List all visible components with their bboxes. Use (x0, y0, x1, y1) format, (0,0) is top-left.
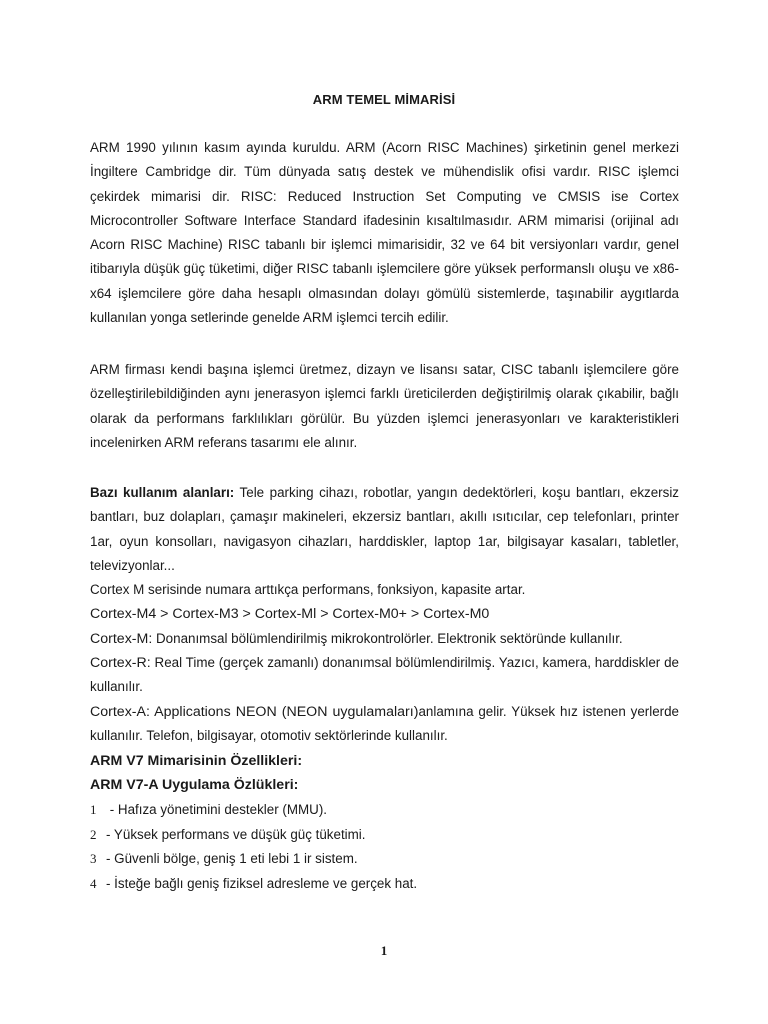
list-item-number: 1 (90, 802, 97, 817)
list-item (90, 872, 690, 896)
list-item-text: - İsteğe bağlı geniş fiziksel adresleme ve gerçek hat. (106, 876, 418, 891)
list-item (90, 847, 690, 871)
page-title: ARM TEMEL MİMARİSİ (312, 92, 456, 107)
list-item-number: 3 (90, 851, 97, 866)
cortex-r-text: Real Time (gerçek zamanlı) donanımsal bölümlendirilmiş. Yazıcı, kamera, harddiskler de kullanılır. (90, 655, 679, 695)
cortex-r-label: Cortex-R: (90, 655, 151, 671)
cortex-a-text: anlamına gelir. Yüksek hız istenen yerlerde kullanılır. Telefon, bilgisayar, otomotiv sektörlerinde kullanılır. (90, 704, 680, 744)
cortex-r-description (90, 651, 679, 700)
list-item (90, 823, 690, 847)
heading-v7: ARM V7 Mimarisinin Özellikleri: (90, 753, 303, 769)
cortex-m-description (90, 627, 690, 651)
list-item-text: - Yüksek performans ve düşük güç tüketimi. (106, 827, 366, 842)
heading-v7a: ARM V7-A Uygulama Özlükleri: (90, 777, 299, 793)
cortex-m-text: Donanımsal bölümlendirilmiş mikrokontrolörler. Elektronik sektöründe kullanılır. (152, 631, 623, 646)
cortex-a-description (90, 700, 679, 749)
cortex-m-label: Cortex-M: (90, 631, 153, 647)
list-item-text: - Güvenli bölge, geniş 1 eti lebi 1 ir sistem. (106, 851, 358, 866)
list-item-text: - Hafıza yönetimini destekler (MMU). (106, 802, 327, 817)
usage-text: Tele parking cihazı, robotlar, yangın dedektörleri, koşu bantları, ekzersiz bantları, buz dolapları, çamaşır makineleri, ekzersiz bantları, akıllı ısıtıcılar, cep telefonları, printer 1ar, oyun konsolları, navigasyon cihazları, harddiskler, laptop 1ar, bilgisayar kasaları, tabletler, televizyonlar... (90, 485, 679, 573)
list-item (90, 798, 690, 822)
cortex-order: Cortex-M4 > Cortex-M3 > Cortex-Ml > Cortex-M0+ > Cortex-M0 (90, 606, 490, 622)
list-item-number: 4 (90, 876, 97, 891)
paragraph-intro: ARM 1990 yılının kasım ayında kuruldu. ARM (Acorn RISC Machines) şirketinin genel merkezi İngiltere Cambridge dir. Tüm dünyada satış destek ve mühendislik ofisi vardır. RISC işlemci çekirdek mimarisi dir. RISC: Reduced Instruction Set Computing ve CMSIS ise Cortex Microcontroller Software Interface Standard ifadesinin kısaltılmasıdır. ARM mimarisi (orijinal adı Acorn RISC Machine) RISC tabanlı bir işlemci mimarisidir, 32 ve 64 bit versiyonları vardır, genel itibarıyla düşük güç tüketimi, diğer RISC tabanlı işlemcilere göre yüksek performanslı oluşu ve x86-x64 işlemcilere göre daha hesaplı olmasından dolayı gömülü sistemlerde, taşınabilir aygıtlarda kullanılan yonga setlerinde genelde ARM işlemci tercih edilir. (90, 140, 679, 326)
usage-label: Bazı kullanım alanları: (90, 485, 235, 500)
cortex-m-series-note: Cortex M serisinde numara arttıkça performans, fonksiyon, kapasite artar. (90, 582, 526, 597)
list-item-number: 2 (90, 827, 97, 842)
page-number: 1 (380, 943, 388, 958)
paragraph-usage (90, 481, 679, 578)
paragraph-licensing: ARM firması kendi başına işlemci üretmez, dizayn ve lisansı satar, CISC tabanlı işlemcilere göre özelleştirilebildiğinden aynı jenerasyon işlemci farklı üreticilerden değiştirilmiş olarak çıkabilir, bağlı olarak da performans farklılıkları görülür. Bu yüzden işlemci jenerasyonları ve karakteristikleri incelenirken ARM referans tasarımı ele alınır. (90, 362, 679, 450)
cortex-a-label: Cortex-A: Applications NEON (NEON uygulamaları) (90, 704, 419, 720)
